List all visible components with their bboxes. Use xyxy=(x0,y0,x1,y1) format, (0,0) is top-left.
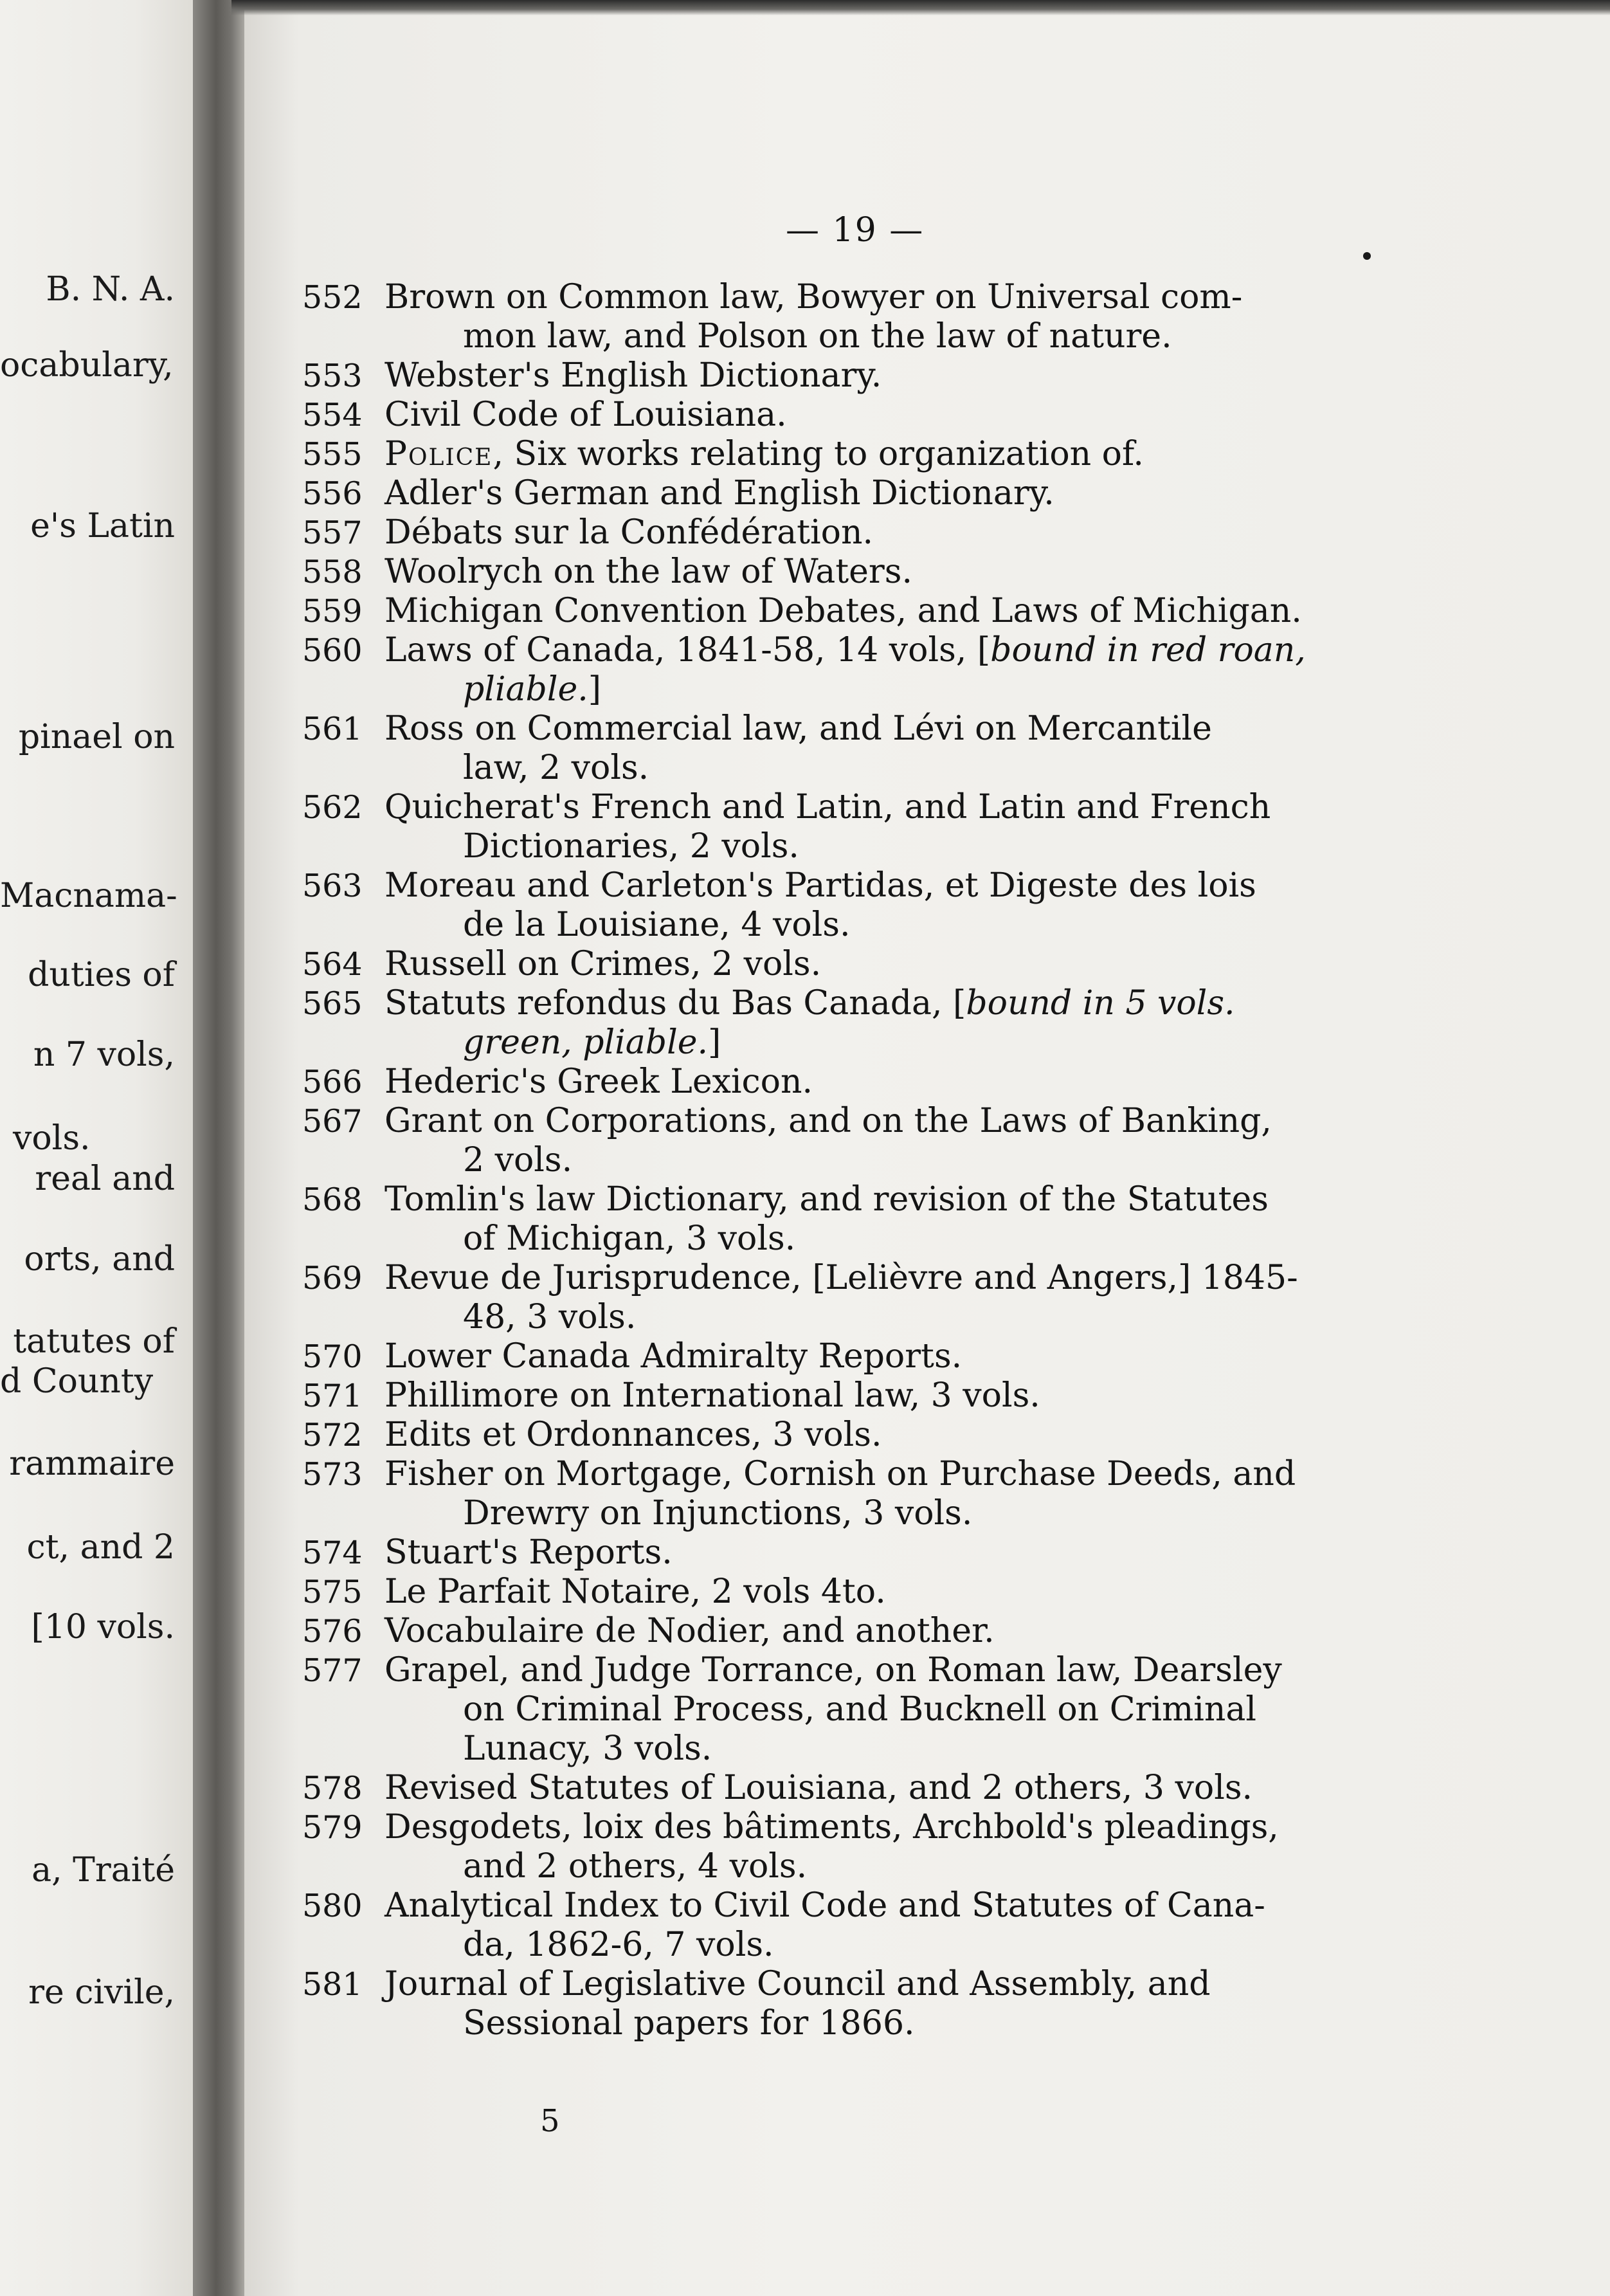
entry-text: 2 vols. xyxy=(463,1141,573,1180)
entry-number: 563 xyxy=(302,868,363,904)
catalogue-entry xyxy=(302,866,1376,906)
entry-number: 568 xyxy=(302,1181,363,1218)
catalogue-entry xyxy=(302,1259,1376,1298)
entry-text: Brown on Common law, Bowyer on Universal com- xyxy=(384,278,1243,316)
catalogue-entry xyxy=(302,788,1376,827)
entry-text: Vocabulaire de Nodier, and another. xyxy=(384,1612,995,1650)
entry-text: Lower Canada Admiralty Reports. xyxy=(384,1337,963,1376)
left-page-fragment: e's Latin xyxy=(30,507,175,545)
entry-text: Grapel, and Judge Torrance, on Roman law, Dearsley xyxy=(384,1651,1282,1690)
binding-note: bound in red roan, xyxy=(990,631,1306,670)
left-page-fragment: d County xyxy=(0,1362,154,1401)
catalogue-entry xyxy=(302,278,1376,317)
entry-continuation xyxy=(302,1141,1376,1180)
entry-continuation xyxy=(302,1494,1376,1533)
entry-title xyxy=(384,984,1376,1023)
entry-text: Civil Code of Louisiana. xyxy=(384,396,787,434)
book-gutter xyxy=(193,0,244,2296)
entry-title xyxy=(384,1886,1376,1926)
entry-number: 567 xyxy=(302,1103,363,1140)
entry-continuation xyxy=(302,1219,1376,1259)
left-page-fragment: orts, and xyxy=(24,1240,175,1279)
entry-text: Ross on Commercial law, and Lévi on Mercantile xyxy=(384,709,1212,748)
left-page-fragment: [10 vols. xyxy=(31,1608,175,1646)
entry-continuation xyxy=(302,1690,1376,1729)
entry-text: da, 1862-6, 7 vols. xyxy=(463,1926,774,1964)
entry-text: Phillimore on International law, 3 vols. xyxy=(384,1376,1040,1415)
entry-text: , Six works relating to organization of. xyxy=(493,435,1144,473)
left-page-fragment: tatutes of xyxy=(13,1322,175,1361)
entry-title xyxy=(384,435,1376,474)
left-page-fragment: n 7 vols, xyxy=(33,1035,175,1074)
entry-text: Analytical Index to Civil Code and Statutes of Cana- xyxy=(384,1886,1265,1925)
entry-number: 578 xyxy=(302,1770,363,1807)
catalogue-entry xyxy=(302,709,1376,749)
entry-title xyxy=(384,1455,1376,1494)
entry-title xyxy=(384,513,1376,552)
left-page-fragment: duties of xyxy=(28,956,175,994)
entry-title xyxy=(384,1769,1376,1808)
entry-number: 579 xyxy=(302,1809,363,1846)
entry-title xyxy=(384,1337,1376,1376)
entry-number: 560 xyxy=(302,632,363,669)
catalogue-entry xyxy=(302,513,1376,552)
entry-text: Adler's German and English Dictionary. xyxy=(384,474,1054,513)
entry-number: 559 xyxy=(302,593,363,630)
entry-continuation xyxy=(302,2004,1376,2043)
entry-number: 552 xyxy=(302,279,363,316)
small-caps-heading: Police xyxy=(384,435,493,473)
entry-text: Moreau and Carleton's Partidas, et Digeste des lois xyxy=(384,866,1256,905)
entry-text: law, 2 vols. xyxy=(463,749,649,787)
catalogue-entry xyxy=(302,1337,1376,1376)
catalogue-entries xyxy=(302,278,1376,2043)
entry-title xyxy=(384,1376,1376,1416)
entry-text: Débats sur la Confédération. xyxy=(384,513,873,552)
catalogue-entry xyxy=(302,1965,1376,2004)
catalogue-entry xyxy=(302,1533,1376,1572)
entry-number: 581 xyxy=(302,1966,363,2003)
entry-continuation xyxy=(302,906,1376,945)
entry-text: ] xyxy=(588,670,602,709)
entry-title xyxy=(384,1572,1376,1612)
entry-number: 555 xyxy=(302,436,363,473)
catalogue-entry xyxy=(302,1572,1376,1612)
entry-title xyxy=(384,1808,1376,1847)
entry-number: 573 xyxy=(302,1456,363,1493)
catalogue-entry xyxy=(302,1416,1376,1455)
entry-continuation xyxy=(302,317,1376,356)
entry-continuation xyxy=(302,1926,1376,1965)
entry-title xyxy=(384,1416,1376,1455)
entry-number: 569 xyxy=(302,1260,363,1297)
left-page-fragment: ocabulary, xyxy=(0,346,174,385)
entry-title xyxy=(384,356,1376,396)
entry-text: Russell on Crimes, 2 vols. xyxy=(384,945,822,983)
entry-number: 580 xyxy=(302,1888,363,1924)
catalogue-entry xyxy=(302,435,1376,474)
entry-title xyxy=(384,709,1376,749)
entry-title xyxy=(384,278,1376,317)
entry-number: 557 xyxy=(302,515,363,551)
entry-text: Lunacy, 3 vols. xyxy=(463,1729,712,1768)
entry-number: 554 xyxy=(302,397,363,433)
left-page-fragment: vols. xyxy=(13,1119,91,1158)
entry-title xyxy=(384,1965,1376,2004)
binding-note: pliable. xyxy=(463,670,588,709)
entry-text: Michigan Convention Debates, and Laws of Michigan. xyxy=(384,592,1302,630)
left-page-fragment: a, Traité xyxy=(32,1851,175,1890)
entry-text: Grant on Corporations, and on the Laws of Banking, xyxy=(384,1102,1272,1140)
left-page-fragment: re civile, xyxy=(28,1973,175,2012)
entry-number: 574 xyxy=(302,1535,363,1571)
entry-number: 575 xyxy=(302,1574,363,1610)
catalogue-entry xyxy=(302,396,1376,435)
entry-text: Webster's English Dictionary. xyxy=(384,356,882,395)
catalogue-entry xyxy=(302,1612,1376,1651)
catalogue-entry xyxy=(302,945,1376,984)
entry-text: Dictionaries, 2 vols. xyxy=(463,827,799,866)
catalogue-entry xyxy=(302,1376,1376,1416)
catalogue-entry xyxy=(302,1062,1376,1102)
entry-title xyxy=(384,631,1376,670)
entry-text: Edits et Ordonnances, 3 vols. xyxy=(384,1416,882,1454)
entry-number: 558 xyxy=(302,554,363,590)
ink-dot xyxy=(1363,252,1371,260)
left-page-fragment: rammaire xyxy=(9,1444,175,1483)
entry-number: 561 xyxy=(302,711,363,747)
catalogue-entry xyxy=(302,631,1376,670)
entry-continuation xyxy=(302,670,1376,709)
entry-number: 564 xyxy=(302,946,363,983)
entry-title xyxy=(384,396,1376,435)
catalogue-entry xyxy=(302,356,1376,396)
left-page-fragment: real and xyxy=(35,1160,175,1198)
catalogue-entry xyxy=(302,1651,1376,1690)
entry-number: 576 xyxy=(302,1613,363,1650)
entry-text: 48, 3 vols. xyxy=(463,1298,637,1336)
entry-text: and 2 others, 4 vols. xyxy=(463,1847,808,1886)
entry-title xyxy=(384,592,1376,631)
catalogue-entry xyxy=(302,552,1376,592)
catalogue-entry xyxy=(302,1808,1376,1847)
entry-text: Fisher on Mortgage, Cornish on Purchase Deeds, and xyxy=(384,1455,1296,1493)
entry-title xyxy=(384,552,1376,592)
left-facing-page xyxy=(0,0,193,2296)
entry-title xyxy=(384,1062,1376,1102)
entry-text: Laws of Canada, 1841-58, 14 vols, [ xyxy=(384,631,991,670)
entry-text: Revised Statutes of Louisiana, and 2 others, 3 vols. xyxy=(384,1769,1253,1807)
binding-note: bound in 5 vols. xyxy=(966,984,1235,1023)
entry-title xyxy=(384,1259,1376,1298)
catalogue-entry xyxy=(302,1102,1376,1141)
left-page-fragment: B. N. A. xyxy=(46,270,175,309)
entry-title xyxy=(384,866,1376,906)
entry-text: Stuart's Reports. xyxy=(384,1533,673,1572)
entry-text: de la Louisiane, 4 vols. xyxy=(463,906,851,944)
entry-continuation xyxy=(302,749,1376,788)
entry-title xyxy=(384,945,1376,984)
catalogue-entry xyxy=(302,1886,1376,1926)
entry-text: Journal of Legislative Council and Assembly, and xyxy=(384,1965,1211,2003)
entry-number: 565 xyxy=(302,985,363,1022)
entry-number: 562 xyxy=(302,789,363,826)
entry-continuation xyxy=(302,1729,1376,1769)
scan-top-edge xyxy=(231,0,1610,15)
catalogue-entry xyxy=(302,1180,1376,1219)
entry-title xyxy=(384,1533,1376,1572)
entry-text: Sessional papers for 1866. xyxy=(463,2004,915,2043)
entry-text: Revue de Jurisprudence, [Lelièvre and Angers,] 1845- xyxy=(384,1259,1298,1297)
catalogue-entry xyxy=(302,474,1376,513)
entry-number: 572 xyxy=(302,1417,363,1453)
signature-mark: 5 xyxy=(540,2103,560,2139)
entry-number: 577 xyxy=(302,1652,363,1689)
entry-continuation xyxy=(302,1023,1376,1062)
entry-text: Quicherat's French and Latin, and Latin and French xyxy=(384,788,1271,826)
entry-number: 556 xyxy=(302,475,363,512)
left-page-fragment: pinael on xyxy=(18,718,175,756)
entry-text: ] xyxy=(708,1023,721,1062)
entry-text: Tomlin's law Dictionary, and revision of the Statutes xyxy=(384,1180,1269,1219)
entry-text: of Michigan, 3 vols. xyxy=(463,1219,796,1258)
entry-text: on Criminal Process, and Bucknell on Criminal xyxy=(463,1690,1257,1729)
catalogue-entry xyxy=(302,592,1376,631)
catalogue-entry xyxy=(302,984,1376,1023)
entry-continuation xyxy=(302,1847,1376,1886)
catalogue-entry xyxy=(302,1455,1376,1494)
page-number: — 19 — xyxy=(786,211,925,250)
entry-text: Hederic's Greek Lexicon. xyxy=(384,1062,813,1101)
entry-text: Desgodets, loix des bâtiments, Archbold's pleadings, xyxy=(384,1808,1279,1846)
left-page-fragment: ct, and 2 xyxy=(26,1528,175,1567)
entry-text: Drewry on Injunctions, 3 vols. xyxy=(463,1494,973,1533)
entry-title xyxy=(384,474,1376,513)
entry-number: 570 xyxy=(302,1338,363,1375)
catalogue-entry xyxy=(302,1769,1376,1808)
entry-continuation xyxy=(302,1298,1376,1337)
entry-number: 553 xyxy=(302,358,363,394)
entry-title xyxy=(384,1651,1376,1690)
entry-text: mon law, and Polson on the law of nature. xyxy=(463,317,1172,356)
entry-number: 566 xyxy=(302,1064,363,1100)
left-page-fragment: Macnama- xyxy=(0,877,177,915)
entry-title xyxy=(384,1612,1376,1651)
entry-number: 571 xyxy=(302,1378,363,1414)
entry-continuation xyxy=(302,827,1376,866)
entry-title xyxy=(384,788,1376,827)
entry-text: Le Parfait Notaire, 2 vols 4to. xyxy=(384,1572,886,1611)
binding-note: green, pliable. xyxy=(463,1023,709,1062)
entry-text: Woolrych on the law of Waters. xyxy=(384,552,912,591)
entry-text: Statuts refondus du Bas Canada, [ xyxy=(384,984,966,1023)
entry-title xyxy=(384,1180,1376,1219)
entry-title xyxy=(384,1102,1376,1141)
